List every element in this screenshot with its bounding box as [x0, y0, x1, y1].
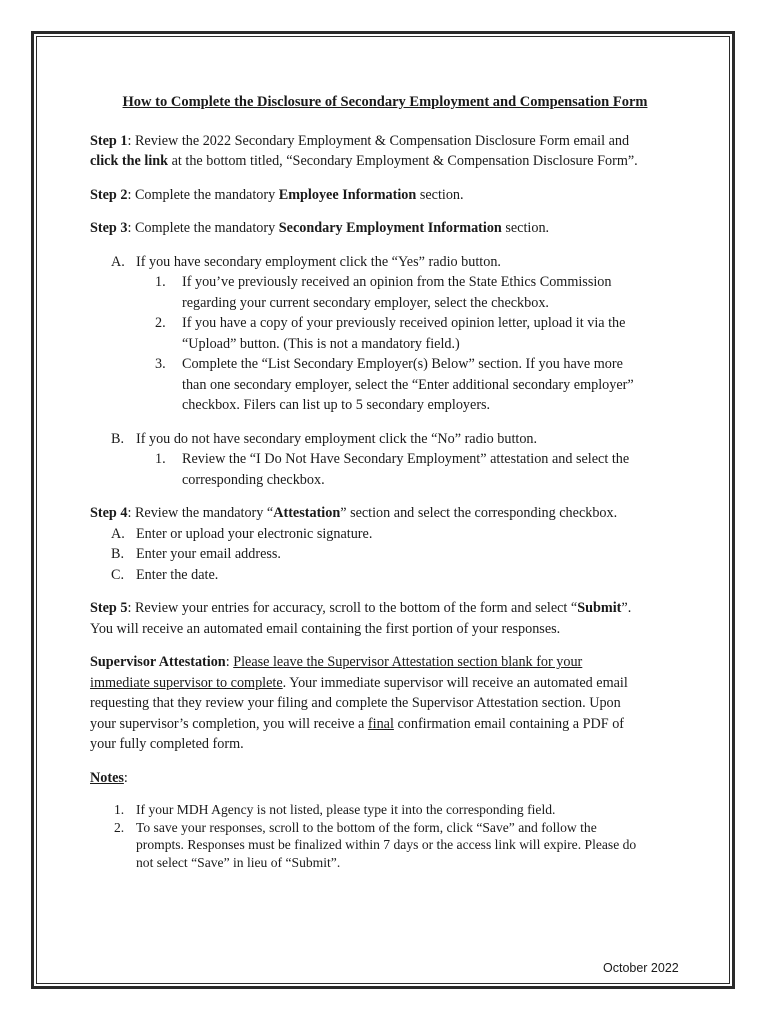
step-1-text: : Review the 2022 Secondary Employment & Compensation Disclosure Form email and	[127, 132, 630, 149]
step-1-bold: click the link	[90, 153, 169, 169]
step-2-bold: Employee Information	[278, 186, 417, 203]
step-3-label: Step 3	[90, 220, 128, 236]
step-2-text: : Complete the mandatory	[127, 186, 279, 203]
list-marker: 3.	[155, 356, 166, 372]
document-body	[90, 92, 680, 871]
step-1-text-b: at the bottom titled, “Secondary Employment & Compensation Disclosure Form”.	[168, 153, 638, 169]
step-2	[90, 185, 680, 206]
list-item-text: If you have secondary employment click the “Yes” radio button.	[136, 253, 501, 270]
list-marker: B.	[111, 546, 125, 562]
step-4-item-b	[90, 544, 680, 565]
supervisor-underlined: Please leave the Supervisor Attestation section blank for your	[233, 654, 583, 670]
list-item-text: If you’ve previously received an opinion from the State Ethics Commission regarding your current secondary employer, select the checkbox.	[182, 274, 612, 311]
notes-label: Notes	[90, 769, 124, 786]
list-item-text: Enter the date.	[136, 566, 219, 583]
supervisor-attestation: Supervisor Attestation: Please leave the Supervisor Attestation section blank for your	[90, 654, 583, 670]
step-3	[90, 218, 680, 239]
step-3-bold: Secondary Employment Information	[278, 220, 502, 236]
step-3-a-item-1	[90, 272, 680, 313]
list-item-text: To save your responses, scroll to the bottom of the form, click “Save” and follow the prompts. Responses must be finalized within 7 days or the access link will expire. Please do not select “Save” in lieu of “Submit”.	[136, 819, 637, 870]
step-4-text-b: ” section and select the corresponding checkbox.	[340, 505, 618, 521]
step-4-item-a	[90, 524, 680, 545]
list-item-text: Enter your email address.	[136, 546, 281, 562]
list-marker: C.	[111, 566, 125, 583]
list-marker: 1.	[114, 802, 125, 817]
step-3-item-b	[90, 429, 680, 450]
supervisor-line4: your supervisor’s completion, you will receive a final confirmation email containing a PDF of	[90, 715, 625, 732]
step-1-label: Step 1	[90, 132, 128, 149]
step-4	[90, 503, 680, 524]
notes-list	[90, 801, 680, 871]
step-2-label: Step 2	[90, 186, 128, 203]
step-4-text: : Review the mandatory “	[127, 505, 274, 521]
list-marker: 2.	[155, 315, 166, 331]
list-marker: A.	[111, 253, 125, 270]
step-3-a-item-2	[90, 313, 680, 354]
supervisor-underlined-2: immediate supervisor to complete	[90, 674, 283, 691]
notes-heading: Notes:	[90, 769, 128, 786]
step-5-label: Step 5	[90, 600, 128, 616]
step-3-a-item-3	[90, 354, 680, 416]
step-2-text-b: section.	[416, 186, 464, 203]
supervisor-line3: requesting that they review your filing and complete the Supervisor Attestation section. Upon	[90, 695, 621, 711]
footer-date: October 2022	[603, 961, 679, 975]
list-item-text: Enter or upload your electronic signature.	[136, 525, 373, 542]
step-4-bold: Attestation	[273, 505, 341, 521]
list-item-text: If you have a copy of your previously received opinion letter, upload it via the “Upload” button. (This is not a mandatory field.)	[182, 315, 626, 352]
list-marker: 2.	[114, 819, 125, 835]
list-marker: B.	[111, 430, 125, 447]
supervisor-label: Supervisor Attestation	[90, 654, 226, 670]
list-item-text: Review the “I Do Not Have Secondary Employment” attestation and select the corresponding checkbox.	[182, 451, 630, 488]
list-item-text: Complete the “List Secondary Employer(s) Below” section. If you have more than one secondary employer, select the “Enter additional secondary employer” checkbox. Filers can list up to 5 secondary employers.	[182, 356, 634, 413]
step-4-item-c	[90, 565, 680, 586]
step-1	[90, 131, 680, 152]
supervisor-line5: your fully completed form.	[90, 736, 244, 752]
step-3-text: : Complete the mandatory	[127, 220, 279, 236]
step-3-text-b: section.	[501, 220, 550, 236]
list-marker: 1.	[155, 274, 166, 290]
document-title: How to Complete the Disclosure of Secondary Employment and Compensation Form	[122, 94, 648, 110]
step-5-bold: Submit	[577, 600, 622, 616]
list-marker: A.	[111, 525, 125, 542]
step-5-line2: You will receive an automated email containing the first portion of your responses.	[90, 620, 561, 637]
note-item-2	[114, 819, 680, 872]
note-item-1	[114, 801, 680, 819]
list-item-text: If your MDH Agency is not listed, please type it into the corresponding field.	[136, 802, 556, 817]
list-marker: 1.	[155, 451, 166, 467]
step-5	[90, 598, 680, 619]
list-item-text: If you do not have secondary employment click the “No” radio button.	[136, 430, 538, 447]
step-5-text-b: ”.	[621, 600, 632, 616]
supervisor-line2: immediate supervisor to complete. Your immediate supervisor will receive an automated email	[90, 674, 628, 691]
step-3-b-item-1	[90, 449, 680, 490]
step-1-line2	[90, 151, 680, 172]
step-3-item-a	[90, 252, 680, 273]
final-underlined: final	[367, 715, 394, 732]
step-4-label: Step 4	[90, 505, 128, 521]
step-5-text: : Review your entries for accuracy, scroll to the bottom of the form and select “	[127, 600, 578, 616]
